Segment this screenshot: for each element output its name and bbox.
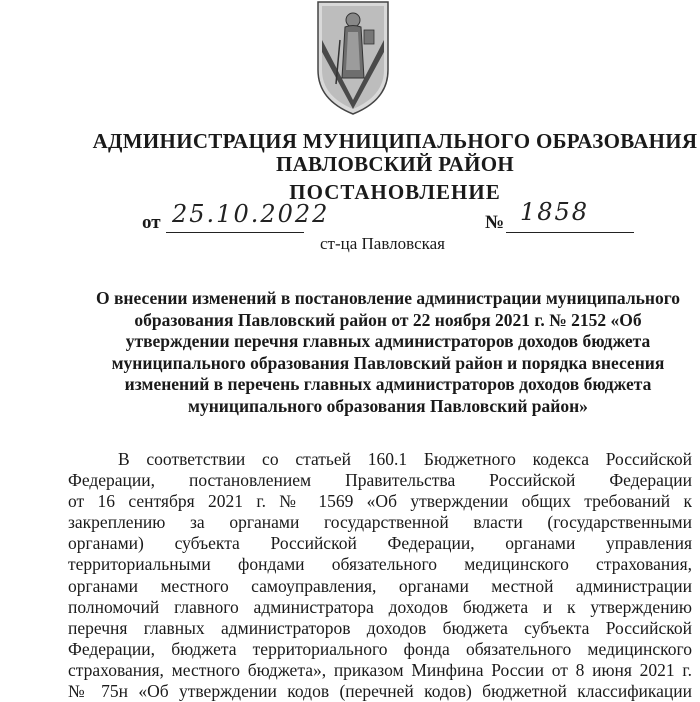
- title-line: О внесении изменений в постановление администрации муниципального: [95, 288, 680, 308]
- body-line: Федерации, постановлением Правительства Российской Федерации: [68, 470, 692, 491]
- number-label: №: [485, 212, 505, 233]
- place-of-issue: ст-ца Павловская: [320, 234, 445, 253]
- body-line: В соответствии со статьей 160.1 Бюджетного кодекса Российской: [118, 449, 692, 469]
- date-underline: [166, 232, 304, 233]
- number-value: 1858: [520, 198, 590, 226]
- title-line: утверждении перечня главных администраторов доходов бюджета: [125, 331, 651, 351]
- title-line: муниципального образования Павловский район»: [188, 395, 588, 416]
- document-body: [68, 449, 692, 702]
- title-line: образования Павловский район от 22 ноября 2021 г. № 2152 «Об: [134, 309, 642, 330]
- number-underline: [506, 232, 634, 233]
- title-line: изменений в перечень главных администраторов доходов бюджета: [124, 374, 652, 394]
- org-name-line2: ПАВЛОВСКИЙ РАЙОН: [275, 152, 515, 176]
- body-line: страхования, местного бюджета», приказом Минфина России от 8 июня 2021 г.: [68, 659, 692, 680]
- body-line: полномочий главного администратора доходов бюджета и к утверждению: [68, 596, 692, 617]
- document-type: ПОСТАНОВЛЕНИЕ: [289, 180, 501, 204]
- coat-of-arms-icon: [314, 0, 392, 116]
- body-line: закреплению за органами государственной власти (государственными: [68, 512, 692, 533]
- date-label: от: [142, 212, 161, 233]
- body-line: органами) субъекта Российской Федерации, органами управления: [68, 533, 692, 554]
- date-value: 25.10.2022: [172, 200, 330, 228]
- body-line: Федерации, бюджета территориального фонда обязательного медицинского: [68, 638, 692, 659]
- org-name-line1: АДМИНИСТРАЦИЯ МУНИЦИПАЛЬНОГО ОБРАЗОВАНИЯ: [92, 129, 698, 153]
- title-line: муниципального образования Павловский район и порядка внесения: [111, 352, 665, 373]
- body-line: № 75н «Об утверждении кодов (перечней кодов) бюджетной классификации: [68, 681, 692, 702]
- document-title: [68, 288, 700, 417]
- body-line: от 16 сентября 2021 г. № 1569 «Об утверждении общих требований к: [68, 491, 692, 512]
- body-line: органами местного самоуправления, органами местной администрации: [68, 575, 692, 596]
- body-line: перечня главных администраторов доходов бюджета субъекта Российской: [68, 617, 692, 638]
- body-line: территориальными фондами обязательного медицинского страхования,: [68, 554, 692, 575]
